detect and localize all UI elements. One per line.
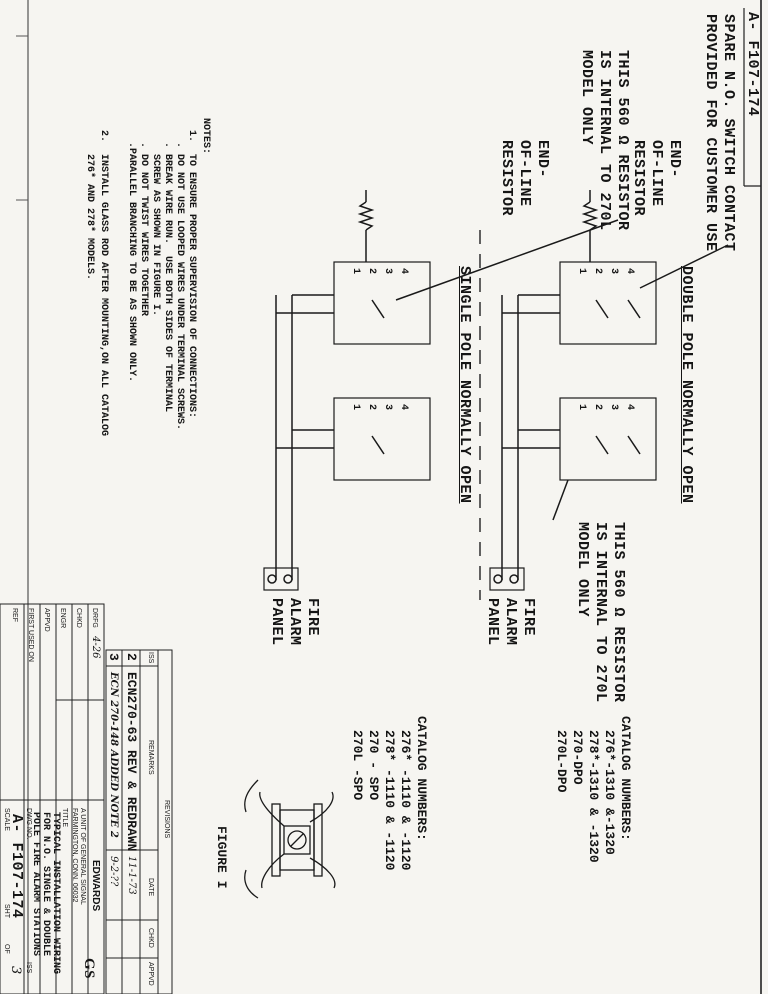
catalog-double-3: 270-DPO bbox=[570, 730, 585, 785]
tb-title-label: TITLE bbox=[61, 808, 68, 828]
resistor-note-right-line3: MODEL ONLY bbox=[574, 522, 591, 618]
rev-row-2-remarks: ECN 270-148 ADDED NOTE 2 bbox=[108, 672, 119, 838]
rev-row-2-iss: 3 bbox=[106, 653, 121, 661]
resistor-note-right-line1: THIS 560 Ω RESISTOR bbox=[610, 522, 627, 703]
rev-col-remarks: REMARKS bbox=[147, 740, 154, 775]
double-pole-title: DOUBLE POLE NORMALLY OPEN bbox=[678, 266, 695, 504]
rev-col-chkd: CHKD bbox=[147, 928, 154, 948]
tb-drfg: DRFG bbox=[91, 608, 98, 628]
tb-chkd: CHKD bbox=[75, 608, 82, 628]
resistor-note-right-line2: IS INTERNAL TO 270L bbox=[592, 522, 609, 703]
term-d2-2: 2 bbox=[592, 404, 603, 411]
rev-row-1-iss: 2 bbox=[124, 653, 139, 661]
fire-alarm-panel-double-3: PANEL bbox=[484, 598, 501, 646]
eol-label-upper-2: OF-LINE bbox=[648, 140, 665, 207]
note-line-2: . DO NOT USE LOOPED WIRES UNDER TERMINAL SCREWS. bbox=[174, 130, 185, 431]
catalog-double-4: 270L-DPO bbox=[554, 730, 569, 793]
tb-ref: REF bbox=[11, 608, 18, 622]
catalog-single-2: 278* -1110 & -1120 bbox=[382, 730, 397, 871]
tb-sht-label: SHT bbox=[3, 904, 10, 918]
term-d2-3: 3 bbox=[608, 404, 619, 411]
eol-label-upper-3: RESISTOR bbox=[630, 140, 647, 217]
tb-iss-value: 3 bbox=[8, 966, 23, 975]
revisions-heading: REVISIONS bbox=[163, 800, 170, 839]
term-d1-3: 3 bbox=[608, 268, 619, 275]
tb-first-used-on: FIRST USED ON bbox=[27, 608, 34, 662]
tb-title-2: FOR N.O. SINGLE & DOUBLE bbox=[40, 812, 51, 957]
note-line-4: SCREW AS SHOWN IN FIGURE I. bbox=[150, 130, 161, 317]
spare-contact-note-line2: PROVIDED FOR CUSTOMER USE bbox=[702, 14, 719, 252]
eol-label-upper-1: END- bbox=[666, 140, 683, 179]
tb-company-sub-1: A UNIT OF GENERAL SIGNAL bbox=[79, 808, 86, 905]
catalog-single-4: 270L -SPO bbox=[350, 730, 365, 801]
note-line-3: . BREAK WIRE RUN. USE BOTH SIDES OF TERMINAL bbox=[162, 130, 173, 413]
tb-iss-label: ISS bbox=[25, 962, 32, 974]
term-d2-1: 1 bbox=[576, 404, 587, 411]
term-d1-2: 2 bbox=[592, 268, 603, 275]
tb-company-sub-2: FARMINGTON, CONN. 06032 bbox=[71, 808, 78, 903]
eol-label-lower-3: RESISTOR bbox=[498, 140, 515, 217]
rev-row-2-date: 9-2-?? bbox=[108, 856, 119, 887]
term-s1-3: 3 bbox=[382, 268, 393, 275]
term-s2-1: 1 bbox=[350, 404, 361, 411]
resistor-note-left-line2: IS INTERNAL TO 270L bbox=[596, 50, 613, 231]
rev-row-1-remarks: ECN270-63 REV & REDRAWN bbox=[124, 672, 139, 852]
term-d1-4: 4 bbox=[624, 268, 635, 275]
catalog-double-heading: CATALOG NUMBERS: bbox=[618, 716, 633, 841]
catalog-double-1: 276*-1310 &-1320 bbox=[602, 730, 617, 855]
note-line-6: .PARALLEL BRANCHING TO BE AS SHOWN ONLY. bbox=[126, 130, 137, 383]
term-s1-1: 1 bbox=[350, 268, 361, 275]
tb-dwg-no-label: DWG NO. bbox=[25, 808, 32, 840]
catalog-double-2: 278*-1310 & -1320 bbox=[586, 730, 601, 863]
catalog-single-3: 270 - SPO bbox=[366, 730, 381, 801]
resistor-note-left-line3: MODEL ONLY bbox=[578, 50, 595, 146]
fire-alarm-panel-double-1: FIRE bbox=[520, 598, 537, 637]
tb-title-1: TYPICAL INSTALLATION WIRING bbox=[50, 812, 61, 975]
term-s1-2: 2 bbox=[366, 268, 377, 275]
note-line-1: 1. TO ENSURE PROPER SUPERVISION OF CONNECTIONS: bbox=[186, 130, 197, 419]
fire-alarm-panel-single-1: FIRE bbox=[304, 598, 321, 637]
figure-label: FIGURE I bbox=[214, 826, 229, 889]
catalog-single-heading: CATALOG NUMBERS: bbox=[414, 716, 429, 841]
spare-contact-note-line1: SPARE N.O. SWITCH CONTACT bbox=[720, 14, 737, 252]
notes-heading: NOTES: bbox=[200, 118, 211, 155]
tb-appvd: APPVD bbox=[43, 608, 50, 632]
rev-col-iss: ISS bbox=[147, 652, 154, 664]
tb-company: EDWARDS bbox=[90, 860, 101, 912]
tb-drfg-value: 4-26 bbox=[90, 636, 101, 659]
tb-logo: GS bbox=[81, 958, 97, 980]
rev-col-date: DATE bbox=[147, 878, 154, 897]
note-line-5: . DO NOT TWIST WIRES TOGETHER bbox=[138, 130, 149, 317]
rev-col-appvd: APPVD bbox=[147, 962, 154, 986]
rev-row-1-date: 11-1-73 bbox=[126, 856, 137, 895]
term-s2-4: 4 bbox=[398, 404, 409, 411]
tb-title-3: POLE FIRE ALARM STATIONS bbox=[30, 812, 41, 957]
fire-alarm-panel-double-2: ALARM bbox=[502, 598, 519, 646]
catalog-single-1: 276* -1110 & -1120 bbox=[398, 730, 413, 871]
note-line-8: 276* AND 278* MODELS. bbox=[84, 130, 95, 281]
fire-alarm-panel-single-2: ALARM bbox=[286, 598, 303, 646]
tb-of-label: OF bbox=[3, 944, 10, 954]
note-line-7: 2. INSTALL GLASS ROD AFTER MOUNTING,ON ALL CATALOG bbox=[98, 130, 109, 437]
tb-dwg-no: A- F107-174 bbox=[8, 814, 25, 919]
eol-label-lower-2: OF-LINE bbox=[516, 140, 533, 207]
fire-alarm-panel-single-3: PANEL bbox=[268, 598, 285, 646]
single-pole-title: SINGLE POLE NORMALLY OPEN bbox=[456, 266, 473, 504]
drawing-number-tab: A- F107-174 bbox=[744, 12, 761, 117]
tb-scale-label: SCALE bbox=[3, 808, 10, 831]
term-d1-1: 1 bbox=[576, 268, 587, 275]
tb-engr: ENGR bbox=[59, 608, 66, 629]
term-s2-3: 3 bbox=[382, 404, 393, 411]
eol-label-lower-1: END- bbox=[534, 140, 551, 179]
resistor-note-left-line1: THIS 560 Ω RESISTOR bbox=[614, 50, 631, 231]
term-d2-4: 4 bbox=[624, 404, 635, 411]
term-s2-2: 2 bbox=[366, 404, 377, 411]
term-s1-4: 4 bbox=[398, 268, 409, 275]
